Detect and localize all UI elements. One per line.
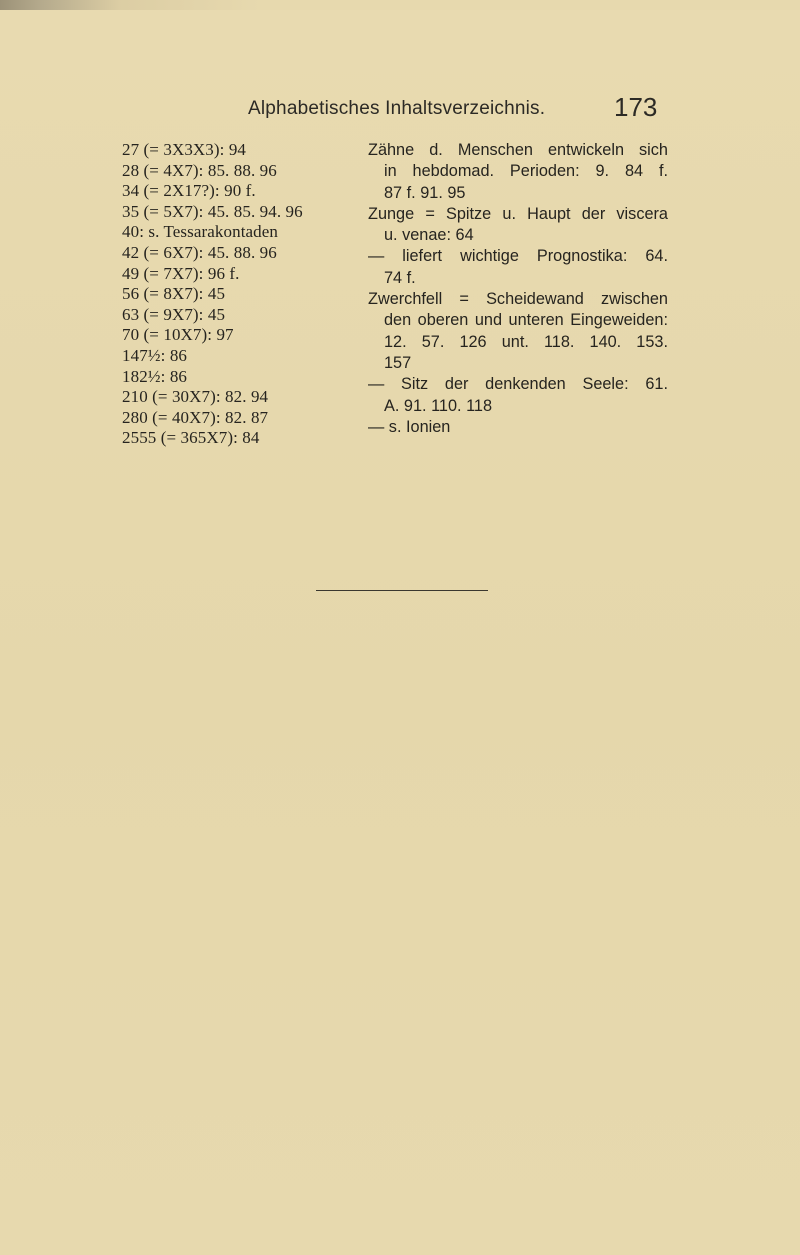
index-entry-line: Zähne d. Menschen entwickeln sich: [368, 141, 668, 159]
index-entry: 35 (= 5X7): 45. 85. 94. 96: [122, 201, 303, 221]
index-entry: 49 (= 7X7): 96 f.: [122, 263, 240, 283]
index-entry: 40: s. Tessarakontaden: [122, 222, 279, 242]
end-rule-divider: [316, 590, 488, 591]
index-column-right: [368, 140, 668, 438]
index-column-left: [122, 140, 322, 449]
index-entry: 280 (= 40X7): 82. 87: [122, 407, 269, 427]
index-entry: 210 (= 30X7): 82. 94: [122, 387, 269, 407]
index-entry: 2555 (= 365X7): 84: [122, 428, 260, 448]
index-entry-continuation: 74 f.: [384, 268, 416, 287]
index-entry-line: Zwerchfell = Scheidewand zwischen: [368, 290, 668, 309]
index-entry-continuation: 87 f. 91. 95: [384, 183, 466, 202]
index-entry-continuation: 157: [384, 353, 412, 372]
index-entry-line: — s. Ionien: [368, 417, 451, 436]
index-entry-line: Zunge = Spitze u. Haupt der viscera: [368, 204, 668, 223]
index-entry-continuation: den oberen und unteren Eingeweiden:: [384, 311, 668, 330]
index-entry-continuation: 12. 57. 126 unt. 118. 140. 153.: [384, 332, 668, 351]
page-top-edge-shadow: [0, 0, 800, 10]
index-entry-continuation: u. venae: 64: [384, 226, 474, 245]
index-entry-continuation: in hebdomad. Perioden: 9. 84 f.: [384, 162, 668, 181]
index-entry: 182½: 86: [122, 366, 188, 386]
index-entry-line: — liefert wichtige Prognostika: 64.: [368, 247, 668, 266]
index-entry: 70 (= 10X7): 97: [122, 325, 234, 345]
index-entry: 34 (= 2X17?): 90 f.: [122, 181, 256, 201]
index-entry: 147½: 86: [122, 345, 188, 365]
index-entry-continuation: A. 91. 110. 118: [384, 396, 493, 415]
page-number: 173: [614, 92, 658, 122]
index-entry: 63 (= 9X7): 45: [122, 304, 226, 324]
index-entry: 56 (= 8X7): 45: [122, 284, 226, 304]
index-entry: 28 (= 4X7): 85. 88. 96: [122, 160, 277, 180]
index-entry: 27 (= 3X3X3): 94: [122, 140, 247, 159]
index-entry: 42 (= 6X7): 45. 88. 96: [122, 242, 277, 262]
running-title: Alphabetisches Inhaltsverzeichnis.: [248, 98, 546, 119]
index-entry-line: — Sitz der denkenden Seele: 61.: [368, 375, 668, 394]
